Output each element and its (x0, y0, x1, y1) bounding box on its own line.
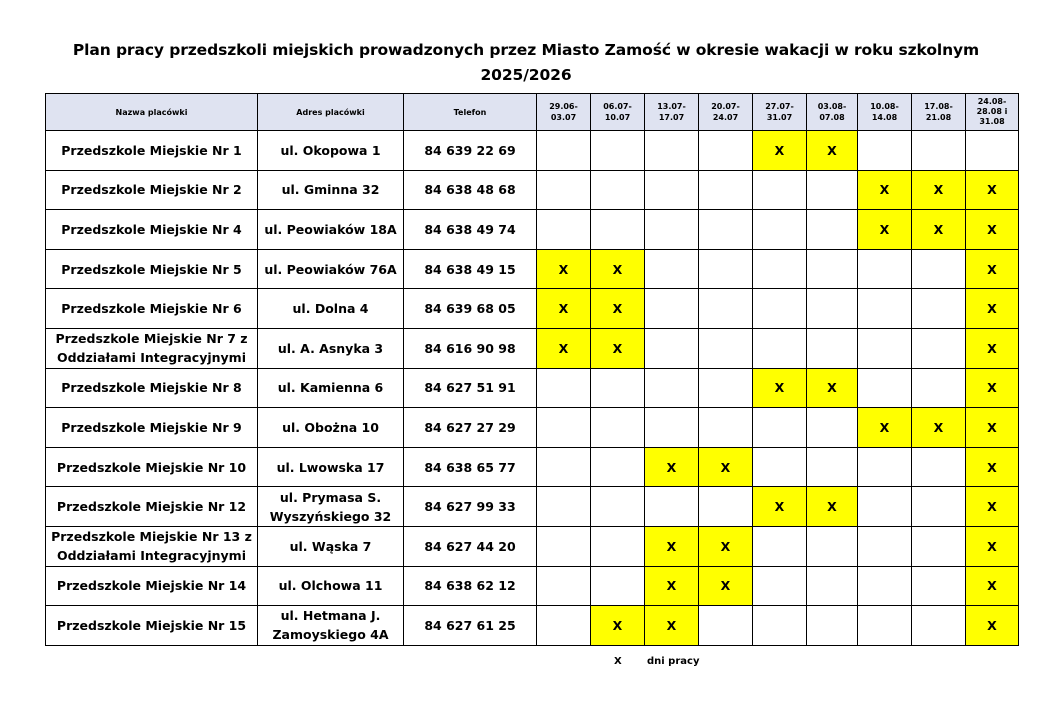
cell-week-empty (537, 447, 591, 487)
cell-week-working: X (966, 447, 1019, 487)
table-row (46, 487, 1019, 527)
cell-week-empty (537, 170, 591, 210)
cell-address: ul. Olchowa 11 (258, 566, 404, 606)
cell-week-empty (858, 249, 912, 289)
cell-week-empty (645, 487, 699, 527)
cell-name: Przedszkole Miejskie Nr 2 (46, 170, 258, 210)
cell-name: Przedszkole Miejskie Nr 13 z Oddziałami Integracyjnymi (46, 526, 258, 566)
table-row (46, 408, 1019, 448)
cell-week-empty (699, 408, 753, 448)
cell-name: Przedszkole Miejskie Nr 6 (46, 289, 258, 329)
cell-week-working: X (807, 131, 858, 171)
cell-week-empty (753, 447, 807, 487)
header-phone: Telefon (404, 94, 537, 131)
cell-week-empty (912, 289, 966, 329)
cell-week-empty (753, 210, 807, 250)
cell-week-empty (807, 170, 858, 210)
cell-week-empty (912, 526, 966, 566)
cell-week-working: X (645, 526, 699, 566)
cell-week-empty (699, 487, 753, 527)
cell-week-empty (807, 606, 858, 646)
header-week-2: 06.07- 10.07 (591, 94, 645, 131)
cell-week-working: X (966, 606, 1019, 646)
cell-week-empty (699, 289, 753, 329)
cell-week-empty (858, 131, 912, 171)
cell-phone: 84 639 68 05 (404, 289, 537, 329)
cell-week-empty (591, 487, 645, 527)
cell-phone: 84 627 61 25 (404, 606, 537, 646)
cell-week-working: X (966, 566, 1019, 606)
cell-week-empty (591, 170, 645, 210)
cell-week-empty (912, 606, 966, 646)
cell-address: ul. Peowiaków 18A (258, 210, 404, 250)
cell-week-empty (591, 210, 645, 250)
cell-name: Przedszkole Miejskie Nr 10 (46, 447, 258, 487)
cell-week-working: X (966, 170, 1019, 210)
cell-week-working: X (966, 487, 1019, 527)
cell-name: Przedszkole Miejskie Nr 12 (46, 487, 258, 527)
cell-week-empty (645, 289, 699, 329)
legend-symbol: X (614, 656, 622, 667)
cell-week-empty (591, 526, 645, 566)
cell-week-working: X (966, 210, 1019, 250)
cell-week-empty (753, 249, 807, 289)
cell-week-empty (753, 606, 807, 646)
cell-week-empty (912, 368, 966, 408)
cell-week-empty (912, 447, 966, 487)
cell-week-working: X (966, 408, 1019, 448)
legend-label: dni pracy (647, 656, 700, 667)
cell-week-empty (537, 210, 591, 250)
cell-week-empty (537, 487, 591, 527)
cell-week-empty (858, 289, 912, 329)
cell-address: ul. Dolna 4 (258, 289, 404, 329)
cell-week-working: X (591, 606, 645, 646)
header-address: Adres placówki (258, 94, 404, 131)
cell-week-empty (807, 328, 858, 368)
cell-week-empty (807, 566, 858, 606)
cell-week-working: X (912, 170, 966, 210)
cell-week-empty (807, 249, 858, 289)
cell-week-working: X (858, 408, 912, 448)
cell-week-empty (537, 131, 591, 171)
header-week-3: 13.07- 17.07 (645, 94, 699, 131)
cell-week-working: X (807, 487, 858, 527)
header-name: Nazwa placówki (46, 94, 258, 131)
cell-week-empty (858, 606, 912, 646)
cell-week-empty (753, 526, 807, 566)
cell-address: ul. Lwowska 17 (258, 447, 404, 487)
cell-week-empty (912, 131, 966, 171)
table-row (46, 210, 1019, 250)
cell-name: Przedszkole Miejskie Nr 9 (46, 408, 258, 448)
cell-week-empty (858, 487, 912, 527)
cell-week-working: X (912, 408, 966, 448)
cell-week-working: X (699, 566, 753, 606)
cell-week-empty (912, 487, 966, 527)
cell-week-empty (591, 447, 645, 487)
table-row (46, 566, 1019, 606)
cell-week-empty (645, 408, 699, 448)
table-row (46, 249, 1019, 289)
cell-week-working: X (966, 526, 1019, 566)
header-row (46, 94, 1019, 131)
cell-week-working: X (912, 210, 966, 250)
cell-name: Przedszkole Miejskie Nr 1 (46, 131, 258, 171)
cell-week-empty (807, 447, 858, 487)
cell-phone: 84 639 22 69 (404, 131, 537, 171)
table-row (46, 447, 1019, 487)
cell-week-empty (858, 447, 912, 487)
cell-week-working: X (966, 249, 1019, 289)
table-row (46, 170, 1019, 210)
cell-week-empty (591, 131, 645, 171)
cell-week-working: X (591, 289, 645, 329)
cell-phone: 84 638 62 12 (404, 566, 537, 606)
table-row (46, 131, 1019, 171)
cell-week-working: X (807, 368, 858, 408)
table-row (46, 289, 1019, 329)
cell-address: ul. Kamienna 6 (258, 368, 404, 408)
cell-name: Przedszkole Miejskie Nr 14 (46, 566, 258, 606)
table-row (46, 328, 1019, 368)
cell-week-working: X (858, 210, 912, 250)
cell-week-empty (858, 526, 912, 566)
cell-week-empty (699, 606, 753, 646)
document-title (0, 38, 1052, 88)
table-row (46, 368, 1019, 408)
cell-week-working: X (591, 249, 645, 289)
cell-address: ul. A. Asnyka 3 (258, 328, 404, 368)
cell-address: ul. Peowiaków 76A (258, 249, 404, 289)
cell-week-empty (699, 328, 753, 368)
cell-week-working: X (645, 606, 699, 646)
cell-phone: 84 627 51 91 (404, 368, 537, 408)
cell-week-working: X (699, 447, 753, 487)
header-week-7: 10.08- 14.08 (858, 94, 912, 131)
cell-week-working: X (537, 328, 591, 368)
cell-week-empty (699, 210, 753, 250)
cell-week-empty (537, 368, 591, 408)
title-line-2: 2025/2026 (480, 66, 572, 84)
cell-week-empty (537, 526, 591, 566)
cell-week-empty (753, 289, 807, 329)
cell-week-empty (645, 170, 699, 210)
cell-name: Przedszkole Miejskie Nr 15 (46, 606, 258, 646)
cell-week-empty (699, 170, 753, 210)
cell-week-working: X (966, 289, 1019, 329)
table-body (46, 131, 1019, 646)
cell-week-empty (753, 566, 807, 606)
cell-week-empty (858, 368, 912, 408)
cell-phone: 84 638 49 74 (404, 210, 537, 250)
cell-address: ul. Okopowa 1 (258, 131, 404, 171)
cell-name: Przedszkole Miejskie Nr 8 (46, 368, 258, 408)
cell-week-empty (537, 408, 591, 448)
cell-week-empty (699, 131, 753, 171)
cell-week-working: X (753, 487, 807, 527)
cell-week-empty (912, 566, 966, 606)
table-row (46, 606, 1019, 646)
header-week-1: 29.06- 03.07 (537, 94, 591, 131)
cell-week-empty (912, 249, 966, 289)
header-week-8: 17.08- 21.08 (912, 94, 966, 131)
header-week-9: 24.08- 28.08 i 31.08 (966, 94, 1019, 131)
cell-week-empty (537, 566, 591, 606)
cell-address: ul. Prymasa S. Wyszyńskiego 32 (258, 487, 404, 527)
cell-week-empty (858, 328, 912, 368)
cell-address: ul. Obożna 10 (258, 408, 404, 448)
cell-name: Przedszkole Miejskie Nr 4 (46, 210, 258, 250)
cell-week-empty (807, 408, 858, 448)
header-week-6: 03.08- 07.08 (807, 94, 858, 131)
cell-week-working: X (753, 368, 807, 408)
cell-week-empty (753, 170, 807, 210)
schedule-table (45, 93, 1019, 646)
cell-week-working: X (753, 131, 807, 171)
cell-week-working: X (645, 566, 699, 606)
cell-week-empty (591, 408, 645, 448)
cell-address: ul. Wąska 7 (258, 526, 404, 566)
cell-week-empty (645, 210, 699, 250)
cell-name: Przedszkole Miejskie Nr 7 z Oddziałami Integracyjnymi (46, 328, 258, 368)
cell-week-empty (807, 289, 858, 329)
cell-week-working: X (966, 328, 1019, 368)
cell-week-empty (858, 566, 912, 606)
cell-week-empty (807, 210, 858, 250)
cell-address: ul. Gminna 32 (258, 170, 404, 210)
cell-week-empty (912, 328, 966, 368)
cell-week-empty (591, 566, 645, 606)
cell-week-working: X (591, 328, 645, 368)
cell-phone: 84 638 49 15 (404, 249, 537, 289)
cell-week-empty (645, 368, 699, 408)
cell-week-empty (699, 249, 753, 289)
cell-week-working: X (699, 526, 753, 566)
cell-week-working: X (645, 447, 699, 487)
cell-phone: 84 638 48 68 (404, 170, 537, 210)
cell-week-empty (807, 526, 858, 566)
cell-phone: 84 627 44 20 (404, 526, 537, 566)
table-row (46, 526, 1019, 566)
header-week-4: 20.07- 24.07 (699, 94, 753, 131)
header-week-5: 27.07- 31.07 (753, 94, 807, 131)
cell-week-empty (645, 131, 699, 171)
cell-week-empty (645, 328, 699, 368)
cell-phone: 84 638 65 77 (404, 447, 537, 487)
cell-week-empty (591, 368, 645, 408)
cell-week-working: X (537, 289, 591, 329)
cell-week-empty (645, 249, 699, 289)
title-line-1: Plan pracy przedszkoli miejskich prowadzonych przez Miasto Zamość w okresie wakacji w roku szkolnym (72, 41, 980, 59)
cell-address: ul. Hetmana J. Zamoyskiego 4A (258, 606, 404, 646)
cell-week-empty (753, 328, 807, 368)
cell-week-empty (699, 368, 753, 408)
cell-phone: 84 627 27 29 (404, 408, 537, 448)
cell-week-working: X (858, 170, 912, 210)
cell-week-empty (537, 606, 591, 646)
cell-phone: 84 627 99 33 (404, 487, 537, 527)
cell-phone: 84 616 90 98 (404, 328, 537, 368)
cell-week-working: X (966, 368, 1019, 408)
cell-week-working: X (537, 249, 591, 289)
cell-week-empty (753, 408, 807, 448)
cell-week-empty (966, 131, 1019, 171)
cell-name: Przedszkole Miejskie Nr 5 (46, 249, 258, 289)
